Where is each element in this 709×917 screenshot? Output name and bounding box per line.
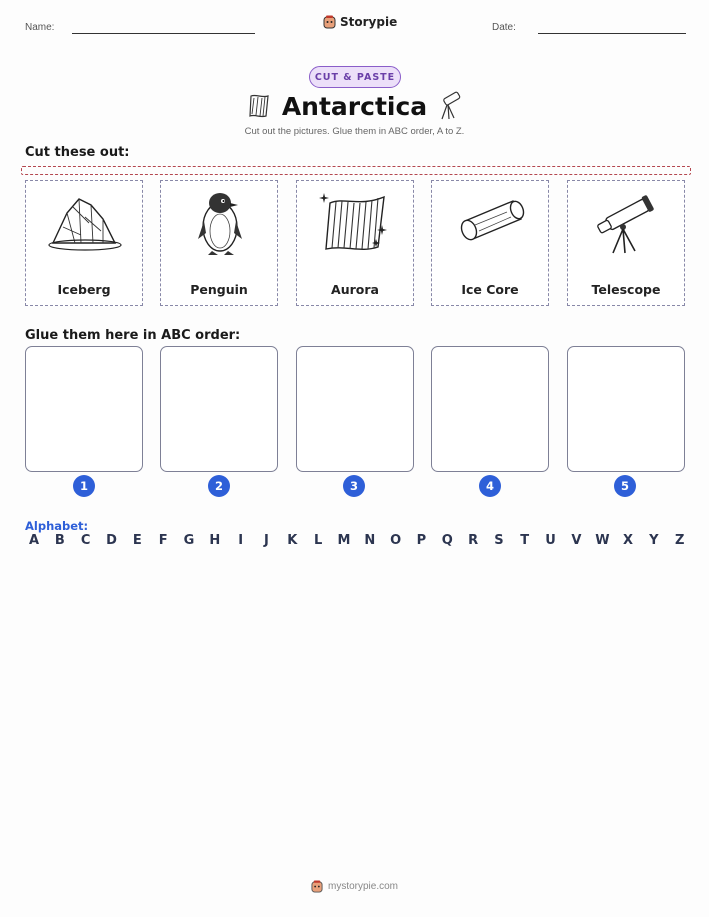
name-label: Name: <box>25 22 55 33</box>
alphabet-letter: I <box>238 533 244 548</box>
footer-url[interactable]: mystorypie.com <box>327 881 398 892</box>
card-ice-core[interactable] <box>431 180 549 306</box>
order-number-5: 5 <box>614 475 636 497</box>
storypie-mascot-icon <box>311 880 323 893</box>
card-label: Aurora <box>331 282 379 297</box>
date-label: Date: <box>492 22 516 33</box>
glue-box-1[interactable] <box>25 346 143 472</box>
footer <box>0 880 709 893</box>
order-number-4: 4 <box>479 475 501 497</box>
alphabet-letter: Z <box>674 533 685 548</box>
order-number-1: 1 <box>73 475 95 497</box>
alphabet-letter: R <box>468 533 479 548</box>
aurora-icon <box>316 187 396 257</box>
iceberg-icon <box>45 187 125 257</box>
penguin-icon <box>180 187 260 259</box>
alphabet-letter: P <box>416 533 427 548</box>
alphabet-letter: V <box>571 533 582 548</box>
cut-line <box>21 166 691 175</box>
page-title: Antarctica <box>281 92 428 121</box>
telescope-small-icon <box>434 91 464 121</box>
card-iceberg[interactable] <box>25 180 143 306</box>
instructions: Cut out the pictures. Glue them in ABC order, A to Z. <box>244 126 465 137</box>
card-label: Ice Core <box>461 282 519 297</box>
date-line[interactable] <box>538 33 686 34</box>
alphabet-letter: T <box>520 533 530 548</box>
cut-paste-badge: CUT & PASTE <box>309 66 401 88</box>
alphabet-letter: B <box>54 533 65 548</box>
glue-section-heading: Glue them here in ABC order: <box>25 328 241 343</box>
alphabet-letter: C <box>80 533 91 548</box>
alphabet-letter: A <box>28 533 40 548</box>
glue-box-5[interactable] <box>567 346 685 472</box>
card-aurora[interactable] <box>296 180 414 306</box>
brand-logo <box>323 15 397 29</box>
alphabet-letter: K <box>287 533 298 548</box>
alphabet-letter: H <box>209 533 221 548</box>
glue-box-2[interactable] <box>160 346 278 472</box>
alphabet-letter: Q <box>441 533 453 548</box>
ice-core-icon <box>451 187 531 257</box>
storypie-mascot-icon <box>323 15 336 29</box>
alphabet-letter: N <box>364 533 376 548</box>
alphabet-row <box>27 533 687 548</box>
alphabet-letter: X <box>623 533 634 548</box>
alphabet-letter: L <box>313 533 323 548</box>
alphabet-letter: O <box>390 533 402 548</box>
alphabet-letter: W <box>595 533 610 548</box>
alphabet-letter: F <box>158 533 168 548</box>
alphabet-letter: Y <box>649 533 659 548</box>
alphabet-letter: G <box>183 533 195 548</box>
alphabet-letter: E <box>132 533 142 548</box>
alphabet-letter: U <box>545 533 556 548</box>
cut-section-heading: Cut these out: <box>25 145 130 160</box>
brand-name: Storypie <box>340 15 398 29</box>
telescope-icon <box>587 187 667 257</box>
card-label: Penguin <box>190 282 248 297</box>
order-number-3: 3 <box>343 475 365 497</box>
alphabet-letter: D <box>106 533 117 548</box>
alphabet-letter: M <box>337 533 351 548</box>
name-line[interactable] <box>72 33 255 34</box>
alphabet-letter: S <box>494 533 504 548</box>
glue-box-4[interactable] <box>431 346 549 472</box>
card-telescope[interactable] <box>567 180 685 306</box>
alphabet-title: Alphabet: <box>25 519 89 533</box>
card-label: Iceberg <box>57 282 111 297</box>
card-penguin[interactable] <box>160 180 278 306</box>
glue-box-3[interactable] <box>296 346 414 472</box>
order-number-2: 2 <box>208 475 230 497</box>
card-label: Telescope <box>591 282 661 297</box>
alphabet-letter: J <box>264 533 269 548</box>
